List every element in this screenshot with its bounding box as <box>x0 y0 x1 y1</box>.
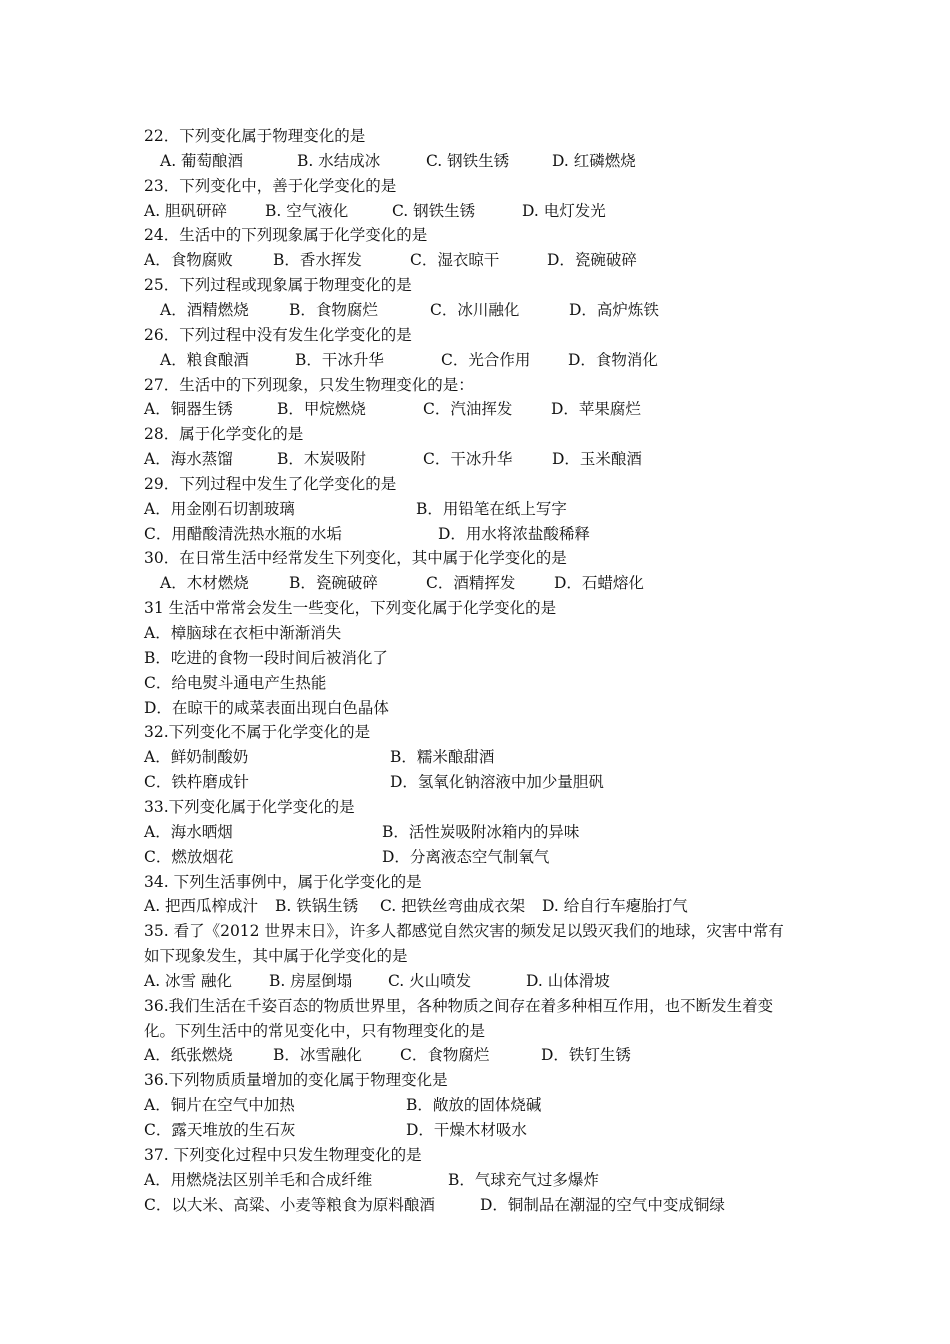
option-text: D．氢氧化钠溶液中加少量胆矾 <box>390 773 604 792</box>
option-text: A．酒精燃烧 <box>160 300 249 319</box>
text-line <box>144 273 412 298</box>
text-line <box>144 472 396 497</box>
option-text: C．铁杵磨成针 <box>144 773 249 792</box>
option-text: B. 空气液化 <box>265 201 349 220</box>
text-line <box>144 1068 448 1093</box>
question-text: 32.下列变化不属于化学变化的是 <box>144 723 371 742</box>
text-line <box>144 994 773 1019</box>
option-text: D．苹果腐烂 <box>551 400 641 419</box>
option-text: B．食物腐烂 <box>289 300 378 319</box>
text-line <box>144 174 396 199</box>
option-text: C．以大米、高粱、小麦等粮食为原料酿酒 <box>144 1195 435 1214</box>
question-text: 33.下列变化属于化学变化的是 <box>144 797 355 816</box>
option-text: D. 红磷燃烧 <box>552 151 636 170</box>
option-text: D．瓷碗破碎 <box>547 251 637 270</box>
option-text: B．瓷碗破碎 <box>289 574 378 593</box>
option-text: C. 钢铁生锈 <box>426 151 510 170</box>
text-line <box>144 323 412 348</box>
option-text: B．糯米酿甜酒 <box>390 748 495 767</box>
question-text: 22．下列变化属于物理变化的是 <box>144 127 366 145</box>
question-text: 化。下列生活中的常见变化中，只有物理变化的是 <box>144 1021 486 1040</box>
option-text: A．铜器生锈 <box>144 400 233 419</box>
text-line <box>144 870 422 895</box>
option-text: C．用醋酸清洗热水瓶的水垢 <box>144 524 342 543</box>
option-text: A．粮食酿酒 <box>160 350 249 369</box>
question-text: 27．生活中的下列现象，只发生物理变化的是： <box>144 375 474 394</box>
option-text: B．活性炭吸附冰箱内的异味 <box>382 822 580 841</box>
option-text: A. 胆矾研碎 <box>144 201 228 220</box>
option-text: B．甲烷燃烧 <box>277 400 366 419</box>
option-text: A．食物腐败 <box>144 251 233 270</box>
text-line <box>144 373 474 398</box>
text-line <box>144 795 355 820</box>
option-text: C．食物腐烂 <box>400 1046 490 1065</box>
question-text: 36.下列物质质量增加的变化属于物理变化是 <box>144 1071 448 1090</box>
question-text: 31 生活中常常会发生一些变化，下列变化属于化学变化的是 <box>144 599 557 618</box>
text-line <box>144 1019 485 1044</box>
option-text: C．光合作用 <box>441 350 531 369</box>
option-text: C. 火山喷发 <box>388 971 472 990</box>
option-text: C．湿衣晾干 <box>410 251 500 270</box>
option-text: C. 把铁丝弯曲成衣架 <box>380 897 526 916</box>
option-text: B．香水挥发 <box>273 251 362 270</box>
option-text: D．高炉炼铁 <box>569 300 659 319</box>
text-line <box>144 944 408 969</box>
question-text: 29．下列过程中发生了化学变化的是 <box>144 474 397 493</box>
option-text: B．敞放的固体烧碱 <box>406 1096 542 1115</box>
option-text: A．海水晒烟 <box>144 822 233 841</box>
text-line <box>144 546 567 571</box>
question-text: 36.我们生活在千姿百态的物质世界里，各种物质之间存在着多种相互作用，也不断发生着变 <box>144 996 774 1015</box>
option-text: D．分离液态空气制氧气 <box>382 847 550 866</box>
option-text: B. 房屋倒塌 <box>269 971 353 990</box>
question-text: 37. 下列变化过程中只发生物理变化的是 <box>144 1145 422 1164</box>
option-text: B. 铁锅生锈 <box>275 897 359 916</box>
text-line <box>144 919 784 944</box>
text-line <box>144 720 370 745</box>
text-line <box>144 671 326 696</box>
option-text: D．用水将浓盐酸稀释 <box>438 524 590 543</box>
option-text: A. 把西瓜榨成汁 <box>144 897 259 916</box>
question-text: B．吃进的食物一段时间后被消化了 <box>144 648 388 667</box>
option-text: C．干冰升华 <box>423 450 513 469</box>
option-text: C．冰川融化 <box>430 300 520 319</box>
option-text: A. 葡萄酿酒 <box>160 151 244 170</box>
option-text: B．气球充气过多爆炸 <box>448 1170 599 1189</box>
option-text: C．燃放烟花 <box>144 847 234 866</box>
option-text: A．铜片在空气中加热 <box>144 1096 295 1115</box>
text-line <box>144 422 303 447</box>
question-text: 26．下列过程中没有发生化学变化的是 <box>144 325 412 344</box>
text-line <box>144 223 427 248</box>
option-text: B．干冰升华 <box>295 350 384 369</box>
text-line <box>144 646 388 671</box>
text-line <box>144 1143 422 1168</box>
question-text: 30．在日常生活中经常发生下列变化，其中属于化学变化的是 <box>144 549 567 568</box>
option-text: C．酒精挥发 <box>426 574 516 593</box>
question-text: 35. 看了《2012 世界末日》，许多人都感觉自然灾害的频发足以毁灭我们的地球，灾害中常有 <box>144 922 784 941</box>
question-text: D．在晾干的咸菜表面出现白色晶体 <box>144 698 389 717</box>
option-text: D．玉米酿酒 <box>552 450 642 469</box>
option-text: D．铜制品在潮湿的空气中变成铜绿 <box>480 1195 725 1214</box>
question-text: C．给电熨斗通电产生热能 <box>144 673 327 692</box>
option-text: A．纸张燃烧 <box>144 1046 233 1065</box>
option-text: C．汽油挥发 <box>423 400 513 419</box>
question-text: 23．下列变化中，善于化学变化的是 <box>144 176 397 195</box>
option-text: D．石蜡熔化 <box>554 574 644 593</box>
question-text: 28．属于化学变化的是 <box>144 425 304 444</box>
question-text: 24．生活中的下列现象属于化学变化的是 <box>144 226 428 245</box>
question-text: 如下现象发生，其中属于化学变化的是 <box>144 947 408 966</box>
text-line <box>144 596 556 621</box>
option-text: D. 给自行车瘪胎打气 <box>542 897 688 916</box>
option-text: A．海水蒸馏 <box>144 450 233 469</box>
option-text: D．铁钉生锈 <box>541 1046 631 1065</box>
option-text: B．木炭吸附 <box>277 450 366 469</box>
option-text: B．用铅笔在纸上写字 <box>416 499 567 518</box>
option-text: D．食物消化 <box>568 350 658 369</box>
option-text: A．用金刚石切割玻璃 <box>144 499 295 518</box>
option-text: A. 冰雪 融化 <box>144 971 232 990</box>
text-line <box>144 696 389 721</box>
option-text: C．露天堆放的生石灰 <box>144 1121 296 1139</box>
text-line <box>144 621 341 646</box>
question-text: 25．下列过程或现象属于物理变化的是 <box>144 276 412 295</box>
option-text: A．用燃烧法区别羊毛和合成纤维 <box>144 1170 373 1189</box>
option-text: D. 电灯发光 <box>522 201 606 220</box>
question-text: A．樟脑球在衣柜中渐渐消失 <box>144 624 342 642</box>
option-text: B．冰雪融化 <box>273 1046 362 1065</box>
option-text: C. 钢铁生锈 <box>392 201 476 220</box>
option-text: B. 水结成冰 <box>297 151 381 170</box>
text-line <box>144 124 365 149</box>
option-text: D．干燥木材吸水 <box>406 1121 527 1139</box>
option-text: A．木材燃烧 <box>160 574 249 593</box>
option-text: A．鲜奶制酸奶 <box>144 748 249 767</box>
question-text: 34. 下列生活事例中，属于化学变化的是 <box>144 872 422 891</box>
option-text: D. 山体滑坡 <box>526 971 610 990</box>
